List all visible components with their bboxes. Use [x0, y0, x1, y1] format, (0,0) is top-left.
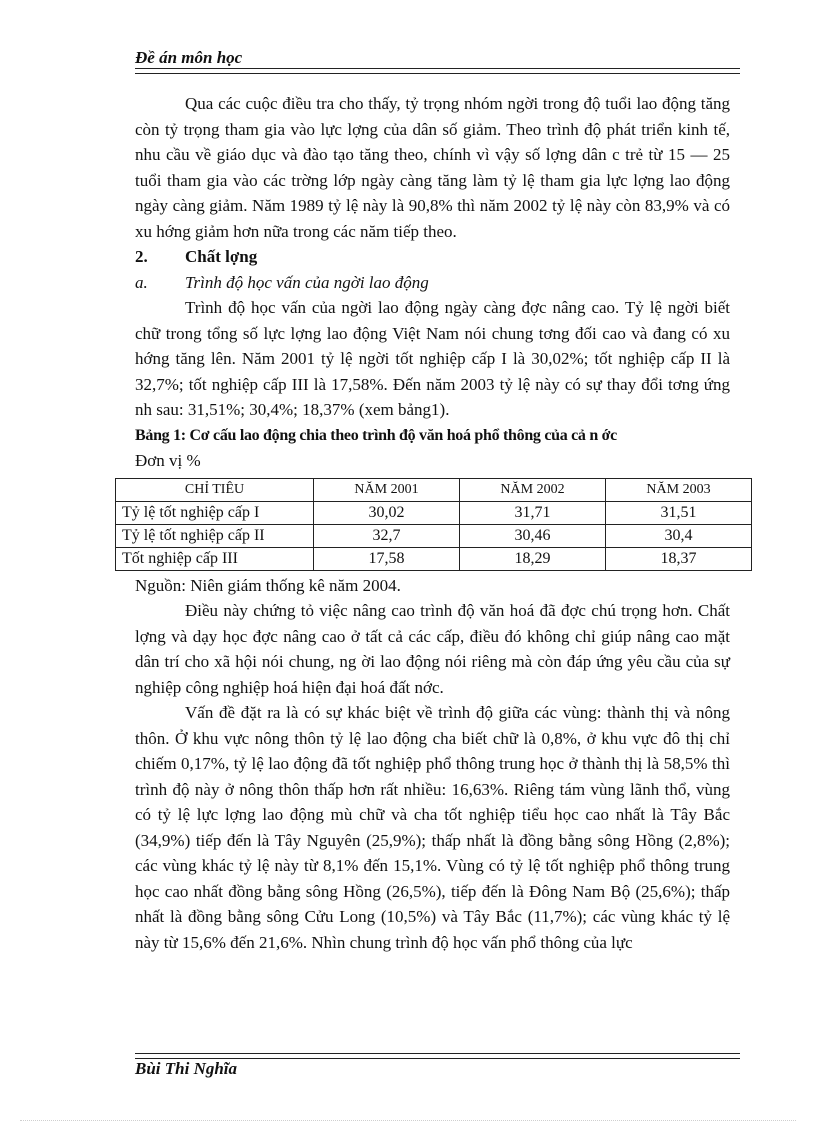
table-cell: Tỷ lệ tốt nghiệp cấp II [116, 524, 314, 547]
header-rule [135, 68, 740, 74]
subsection-title: Trình độ học vấn của ngời lao động [185, 272, 429, 292]
section-number: 2. [135, 247, 148, 266]
table-row [116, 547, 752, 570]
paragraph-2: Trình độ học vấn của ngời lao động ngày càng đợc nâng cao. Tỷ lệ ngời biết chữ trong tổng số lực lợng lao động Việt Nam nói chung tơng đối cao và đang có xu hớng tăng lên. Năm 2001 tỷ lệ ngời tốt nghiệp cấp I là 30,02%; tốt nghiệp cấp II là 32,7%; tốt nghiệp cấp III là 17,58%. Đến năm 2003 tỷ lệ này có sự thay đổi tơng ứng nh sau: 31,51%; 30,4%; 18,37% (xem bảng1). [135, 298, 730, 419]
table-header-cell: NĂM 2003 [606, 478, 752, 501]
table-cell: 32,7 [314, 524, 460, 547]
subsection-heading [135, 270, 730, 296]
footer-author: Bùi Thi Nghĩa [135, 1059, 238, 1078]
table-cell: 30,4 [606, 524, 752, 547]
page-edge-divider [20, 1120, 796, 1121]
subsection-number: a. [135, 272, 148, 292]
table-cell: 30,46 [460, 524, 606, 547]
table-cell: 18,37 [606, 547, 752, 570]
paragraph-4: Vấn đề đặt ra là có sự khác biệt về trình độ giữa các vùng: thành thị và nông thôn. Ở khu vực nông thôn tỷ lệ lao động cha biết chữ là 0,8%, ở khu vực đô thị chỉ chiếm 0,17%, tỷ lệ lao động đã tốt nghiệp phổ thông trung học ở thành thị là 58,5% thì trình độ này ở nông thôn thấp hơn rất nhiều: 16,63%. Riêng tám vùng lãnh thổ, vùng có tỷ lệ lực lợng lao động mù chữ và cha tốt nghiệp tiểu học cao nhất là Tây Bắc (34,9%) tiếp đến là Tây Nguyên (25,9%); thấp nhất là đồng bằng sông Hồng (2,8%); các vùng khác tỷ lệ này từ 8,1% đến 15,1%. Vùng có tỷ lệ tốt nghiệp phổ thông trung học cao nhất đồng bằng sông Hồng (26,5%), tiếp đến là Đông Nam Bộ (25,6%); thấp nhất là đồng bằng sông Cửu Long (10,5%) và Tây Bắc (11,7%); các vùng khác tỷ lệ này từ 15,6% đến 21,6%. Nhìn chung trình độ học vấn phổ thông của lực [135, 703, 730, 952]
table-header-cell: NĂM 2002 [460, 478, 606, 501]
paragraph-3: Điều này chứng tỏ việc nâng cao trình độ văn hoá đã đợc chú trọng hơn. Chất lợng và dạy học đợc nâng cao ở tất cả các cấp, điều đó không chỉ giúp nâng cao mặt dân trí cho xã hội nói chung, ng ời lao động nói riêng mà còn đáp ứng yêu cầu của sự nghiệp công nghiệp hoá hiện đại hoá đất nớc. [135, 601, 730, 697]
table-cell: 31,51 [606, 501, 752, 524]
header-title: Đề án môn học [135, 48, 243, 67]
table-cell: 18,29 [460, 547, 606, 570]
section-heading [135, 244, 730, 270]
table-cell: Tỷ lệ tốt nghiệp cấp I [116, 501, 314, 524]
table-row [116, 501, 752, 524]
table-source: Nguồn: Niên giám thống kê năm 2004. [135, 575, 401, 595]
table-header-cell: CHỈ TIÊU [116, 478, 314, 501]
table-caption: Bảng 1: Cơ cấu lao động chia theo trình độ văn hoá phổ thông của cả n ớc [135, 426, 617, 444]
document-body [122, 91, 730, 955]
data-table [115, 478, 752, 571]
section-title: Chất lợng [185, 247, 258, 266]
table-cell: Tốt nghiệp cấp III [116, 547, 314, 570]
table-cell: 17,58 [314, 547, 460, 570]
paragraph-1: Qua các cuộc điều tra cho thấy, tỷ trọng nhóm ngời trong độ tuổi lao động tăng còn tỷ trọng tham gia vào lực lợng của dân số giảm. Theo trình độ phát triển kinh tế, nhu cầu về giáo dục và đào tạo tăng theo, chính vì vậy số lợng dân c trẻ từ 15 — 25 tuổi tham gia vào các trờng lớp ngày càng tăng làm tỷ lệ tham gia lực lợng lao động ngày càng giảm. Năm 1989 tỷ lệ này là 90,8% thì năm 2002 tỷ lệ này còn 83,9% và có xu hớng giảm hơn nữa trong các năm tiếp theo. [135, 94, 730, 241]
table-header-row [116, 478, 752, 501]
table-cell: 30,02 [314, 501, 460, 524]
table-cell: 31,71 [460, 501, 606, 524]
table-unit: Đơn vị % [135, 451, 201, 470]
table-row [116, 524, 752, 547]
table-header-cell: NĂM 2001 [314, 478, 460, 501]
